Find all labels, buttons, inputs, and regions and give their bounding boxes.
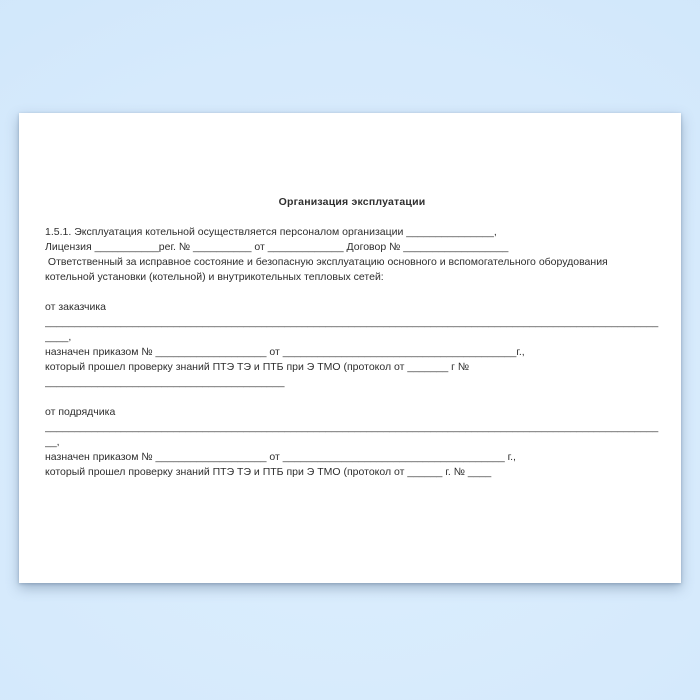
document-line: от заказчика [45, 301, 107, 313]
document-line: _________________________________________ [45, 376, 285, 388]
document-line: 1.5.1. Эксплуатация котельной осуществляется персоналом организации _______________, [45, 226, 497, 238]
document-line [45, 390, 659, 405]
document-line: ____, [45, 331, 72, 343]
document-line [45, 210, 659, 225]
document-line: назначен приказом № ___________________ от ______________________________________ г., [45, 451, 516, 463]
document-line: который прошел проверку знаний ПТЭ ТЭ и ПТБ при Э ТМО (протокол от ______ г. № ____ [45, 466, 492, 478]
document-line: Ответственный за исправное состояние и безопасную эксплуатацию основного и вспомогательного оборудования [45, 256, 608, 268]
document-line: _________________________________________________________________________________________________________ [45, 421, 659, 433]
document-line: Организация эксплуатации [278, 196, 426, 208]
document-line [45, 285, 659, 300]
document-line: от подрядчика [45, 406, 116, 418]
document-line: котельной установки (котельной) и внутрикотельных тепловых сетей: [45, 271, 384, 283]
paper-sheet [19, 113, 681, 583]
document-body [19, 113, 681, 583]
document-line: Лицензия ___________рег. № __________ от _____________ Договор № __________________ [45, 241, 509, 253]
document-line: _________________________________________________________________________________________________________ [45, 316, 659, 328]
document-line: __, [45, 436, 60, 448]
document-line: назначен приказом № ___________________ от ________________________________________г., [45, 346, 525, 358]
document-line: который прошел проверку знаний ПТЭ ТЭ и ПТБ при Э ТМО (протокол от _______ г № [45, 361, 470, 373]
